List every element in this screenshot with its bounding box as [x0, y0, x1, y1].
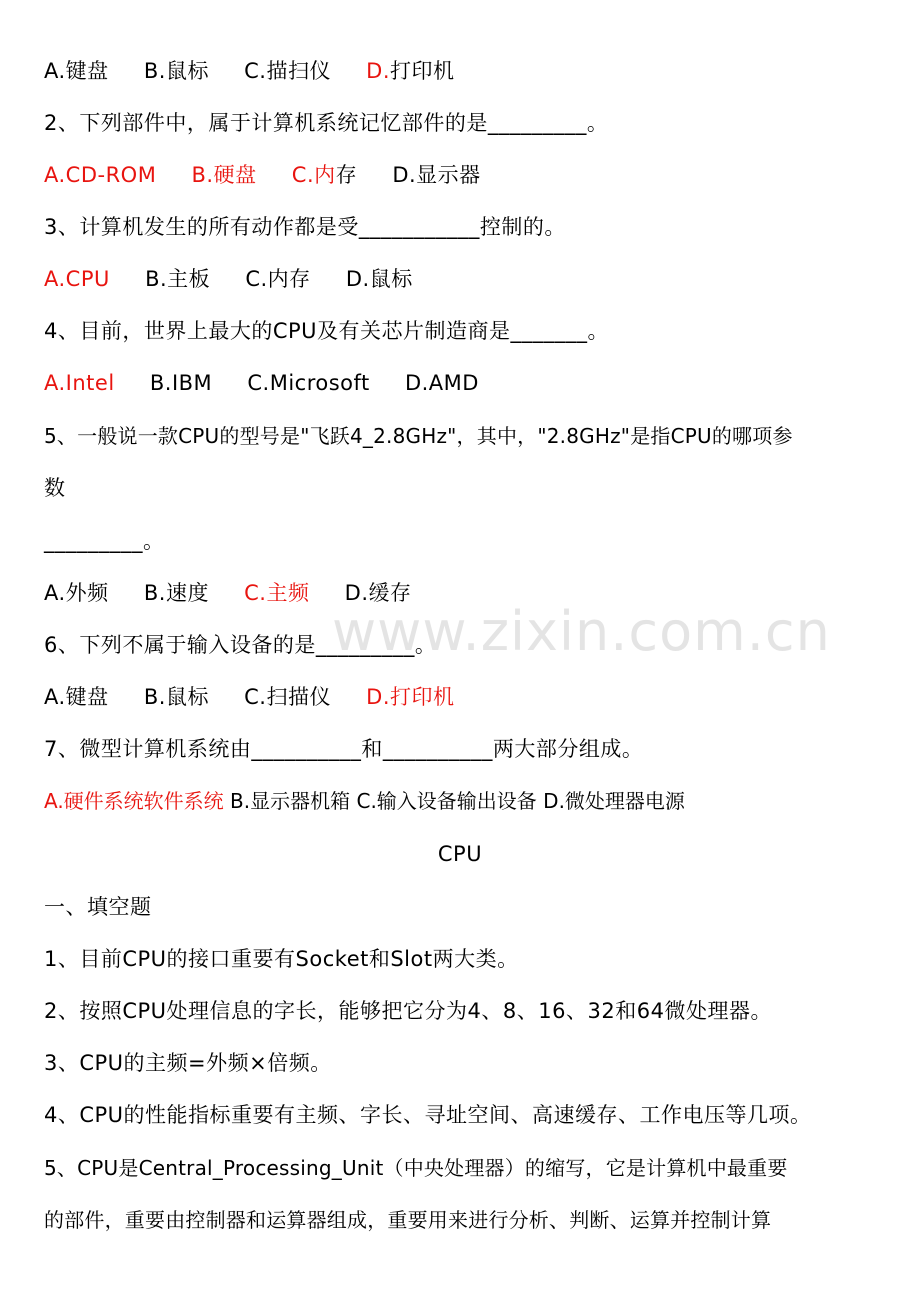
q6-stem: 6、下列不属于输入设备的是_________。 — [44, 633, 437, 657]
q2-option-a: A.CD-ROM — [44, 163, 157, 187]
q4-option-d: D.AMD — [404, 371, 479, 395]
q1-options — [44, 56, 455, 86]
q3-option-d: D.鼠标 — [345, 267, 413, 291]
q3-option-b: B.主板 — [145, 267, 211, 291]
fill-item-3: 3、CPU的主频=外频×倍频。 — [44, 1051, 332, 1075]
q5-option-c: C.主频 — [244, 581, 310, 605]
q1-option-d-text: 打印机 — [390, 59, 455, 83]
q2-option-b: B.硬盘 — [191, 163, 257, 187]
q4-option-a: A.Intel — [44, 371, 115, 395]
q7-option-a: A.硬件系统软件系统 — [44, 789, 224, 813]
fill-item-5: 5、CPU是Central_Processing_Unit（中央处理器）的缩写，它是计算机中最重要 — [44, 1156, 788, 1180]
q7-option-c: C.输入设备输出设备 — [356, 789, 537, 813]
q3-option-a: A.CPU — [44, 267, 110, 291]
fill-item-2: 2、按照CPU处理信息的字长，能够把它分为4、8、16、32和64微处理器。 — [44, 999, 772, 1023]
q2-options — [44, 160, 481, 190]
q5-stem: 5、一般说一款CPU的型号是"飞跃4_2.8GHz"，其中，"2.8GHz"是指CPU的哪项参 — [44, 424, 793, 448]
q6-options — [44, 682, 455, 712]
q4-option-b: B.IBM — [149, 371, 213, 395]
q2-stem: 2、下列部件中，属于计算机系统记忆部件的是_________。 — [44, 111, 609, 135]
q3-stem: 3、计算机发生的所有动作都是受___________控制的。 — [44, 215, 566, 239]
q6-option-d: D.打印机 — [366, 685, 455, 709]
watermark: www.zixin.com.cn — [332, 600, 831, 663]
q5-options — [44, 578, 412, 608]
q1-option-c: C.描扫仪 — [244, 59, 331, 83]
q3-option-c: C.内存 — [245, 267, 311, 291]
fill-item-5-continued: 的部件，重要由控制器和运算器组成，重要用来进行分析、判断、运算并控制计算 — [44, 1208, 772, 1232]
q1-option-d-key: D. — [366, 59, 391, 83]
q4-option-c: C.Microsoft — [247, 371, 370, 395]
q3-options — [44, 264, 413, 294]
fill-item-4: 4、CPU的性能指标重要有主频、字长、寻址空间、高速缓存、工作电压等几项。 — [44, 1103, 812, 1127]
q5-option-d: D.缓存 — [344, 581, 412, 605]
q5-stem-continued: 数 — [44, 476, 66, 500]
q4-stem: 4、目前，世界上最大的CPU及有关芯片制造商是_______。 — [44, 319, 610, 343]
part-heading: 一、填空题 — [44, 895, 152, 919]
q6-option-a: A.键盘 — [44, 685, 109, 709]
q2-option-d: D.显示器 — [392, 163, 481, 187]
fill-item-1: 1、目前CPU的接口重要有Socket和Slot两大类。 — [44, 947, 519, 971]
q7-stem: 7、微型计算机系统由__________和__________两大部分组成。 — [44, 737, 644, 761]
q5-option-a: A.外频 — [44, 581, 109, 605]
q4-options — [44, 368, 479, 398]
q7-option-d: D.微处理器电源 — [543, 789, 685, 813]
q2-option-c-rest: 存 — [335, 163, 358, 187]
q6-option-b: B.鼠标 — [143, 685, 209, 709]
q6-option-c: C.扫描仪 — [244, 685, 331, 709]
q7-option-b: B.显示器机箱 — [230, 789, 351, 813]
section-title: CPU — [437, 842, 483, 866]
q1-option-a: A.键盘 — [44, 59, 109, 83]
q1-option-b: B.鼠标 — [143, 59, 209, 83]
q2-option-c-key: C.内 — [291, 163, 336, 187]
q5-option-b: B.速度 — [143, 581, 209, 605]
q7-options — [44, 786, 685, 816]
q5-blank: _________。 — [44, 529, 165, 553]
